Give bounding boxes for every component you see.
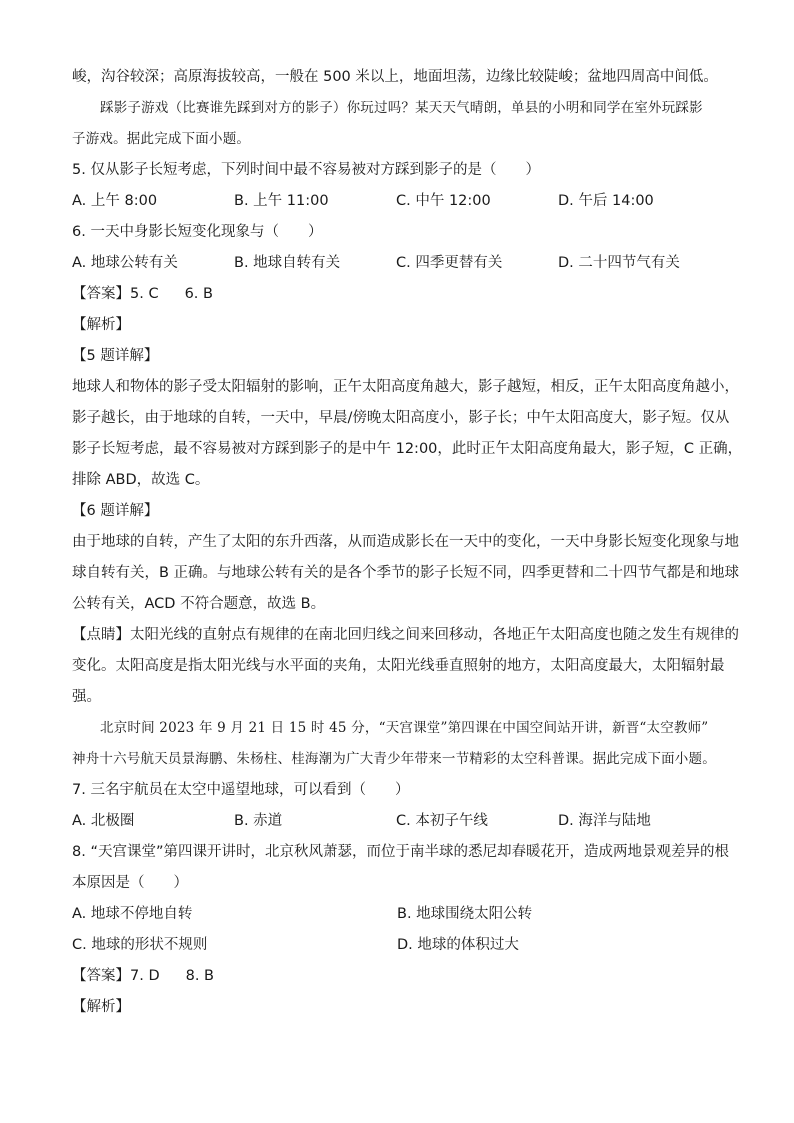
question-8-options-row1 — [72, 899, 722, 930]
answer-tag: 【答案】 — [72, 968, 130, 984]
answer-6: 6. B — [184, 286, 213, 302]
dianjing-line: 强。 — [72, 689, 101, 705]
option-b: B. 上午 11:00 — [234, 193, 329, 209]
option-a: A. 北极圈 — [72, 813, 135, 829]
material-text: 神舟十六号航天员景海鹏、朱杨柱、桂海潮为广大青少年带来一节精彩的太空科普课。据此完成下面小题。 — [72, 751, 716, 767]
question-8-cont: 本原因是（ ） — [72, 875, 188, 891]
detail-line: 公转有关，ACD 不符合题意，故选 B。 — [72, 596, 326, 612]
option-d: D. 海洋与陆地 — [558, 813, 651, 829]
detail-line: 排除 ABD，故选 C。 — [72, 472, 210, 488]
analysis-heading: 【解析】 — [72, 999, 130, 1015]
option-c: C. 四季更替有关 — [396, 255, 503, 271]
answer-line — [72, 961, 722, 992]
question-5-options — [72, 186, 722, 217]
option-a: A. 上午 8:00 — [72, 193, 158, 209]
detail-line: 影子越长，由于地球的自转，一天中，早晨/傍晚太阳高度小，影子长；中午太阳高度大，影子短。仅从 — [72, 410, 730, 426]
question-8-options-row2 — [72, 930, 722, 961]
option-a: A. 地球不停地自转 — [72, 906, 193, 922]
option-c: C. 中午 12:00 — [396, 193, 491, 209]
question-6-options — [72, 248, 722, 279]
detail-line: 球自转有关，B 正确。与地球公转有关的是各个季节的影子长短不同，四季更替和二十四节气都是和地球 — [72, 565, 740, 581]
option-a: A. 地球公转有关 — [72, 255, 178, 271]
option-d: D. 午后 14:00 — [558, 193, 654, 209]
option-d: D. 地球的体积过大 — [397, 937, 519, 953]
question-8: 8. “天宫课堂”第四课开讲时，北京秋风萧瑟，而位于南半球的悉尼却春暖花开，造成两地景观差异的根 — [72, 844, 729, 860]
document-page — [72, 62, 743, 1023]
material-text: 子游戏。据此完成下面小题。 — [72, 131, 251, 147]
detail-line: 地球人和物体的影子受太阳辐射的影响，正午太阳高度角越大，影子越短，相反，正午太阳高度角越小， — [72, 379, 739, 395]
material-text: 踩影子游戏（比赛谁先踩到对方的影子）你玩过吗？某天天气晴朗，单县的小明和同学在室外玩踩影 — [100, 100, 703, 116]
paragraph-line: 峻，沟谷较深；高原海拔较高，一般在 500 米以上，地面坦荡，边缘比较陡峻；盆地四周高中间低。 — [72, 69, 718, 85]
detail-heading-5: 【5 题详解】 — [72, 348, 159, 364]
option-b: B. 地球围绕太阳公转 — [397, 906, 533, 922]
answer-8: 8. B — [185, 968, 215, 984]
answer-line — [72, 279, 722, 310]
option-b: B. 赤道 — [234, 813, 283, 829]
analysis-heading: 【解析】 — [72, 317, 130, 333]
question-7-options — [72, 806, 722, 837]
option-b: B. 地球自转有关 — [234, 255, 341, 271]
answer-tag: 【答案】 — [72, 286, 130, 302]
question-7: 7. 三名宇航员在太空中遥望地球，可以看到（ ） — [72, 782, 410, 798]
question-6: 6. 一天中身影长短变化现象与（ ） — [72, 224, 323, 240]
detail-heading-6: 【6 题详解】 — [72, 503, 159, 519]
question-5: 5. 仅从影子长短考虑，下列时间中最不容易被对方踩到影子的是（ ） — [72, 162, 540, 178]
dianjing-line: 变化。太阳高度是指太阳光线与水平面的夹角，太阳光线垂直照射的地方，太阳高度最大，太阳辐射最 — [72, 658, 725, 674]
dianjing-line: 【点睛】太阳光线的直射点有规律的在南北回归线之间来回移动，各地正午太阳高度也随之发生有规律的 — [72, 627, 739, 643]
answer-7: 7. D — [130, 968, 160, 984]
detail-line: 影子长短考虑，最不容易被对方踩到影子的是中午 12:00，此时正午太阳高度角最大，影子短，C 正确， — [72, 441, 743, 457]
material-text: 北京时间 2023 年 9 月 21 日 15 时 45 分，“天宫课堂”第四课在中国空间站开讲，新晋“太空教师” — [100, 720, 709, 736]
detail-line: 由于地球的自转，产生了太阳的东升西落，从而造成影长在一天中的变化，一天中身影长短变化现象与地 — [72, 534, 739, 550]
answer-5: 5. C — [130, 286, 159, 302]
option-d: D. 二十四节气有关 — [558, 255, 680, 271]
option-c: C. 本初子午线 — [396, 813, 488, 829]
option-c: C. 地球的形状不规则 — [72, 937, 208, 953]
